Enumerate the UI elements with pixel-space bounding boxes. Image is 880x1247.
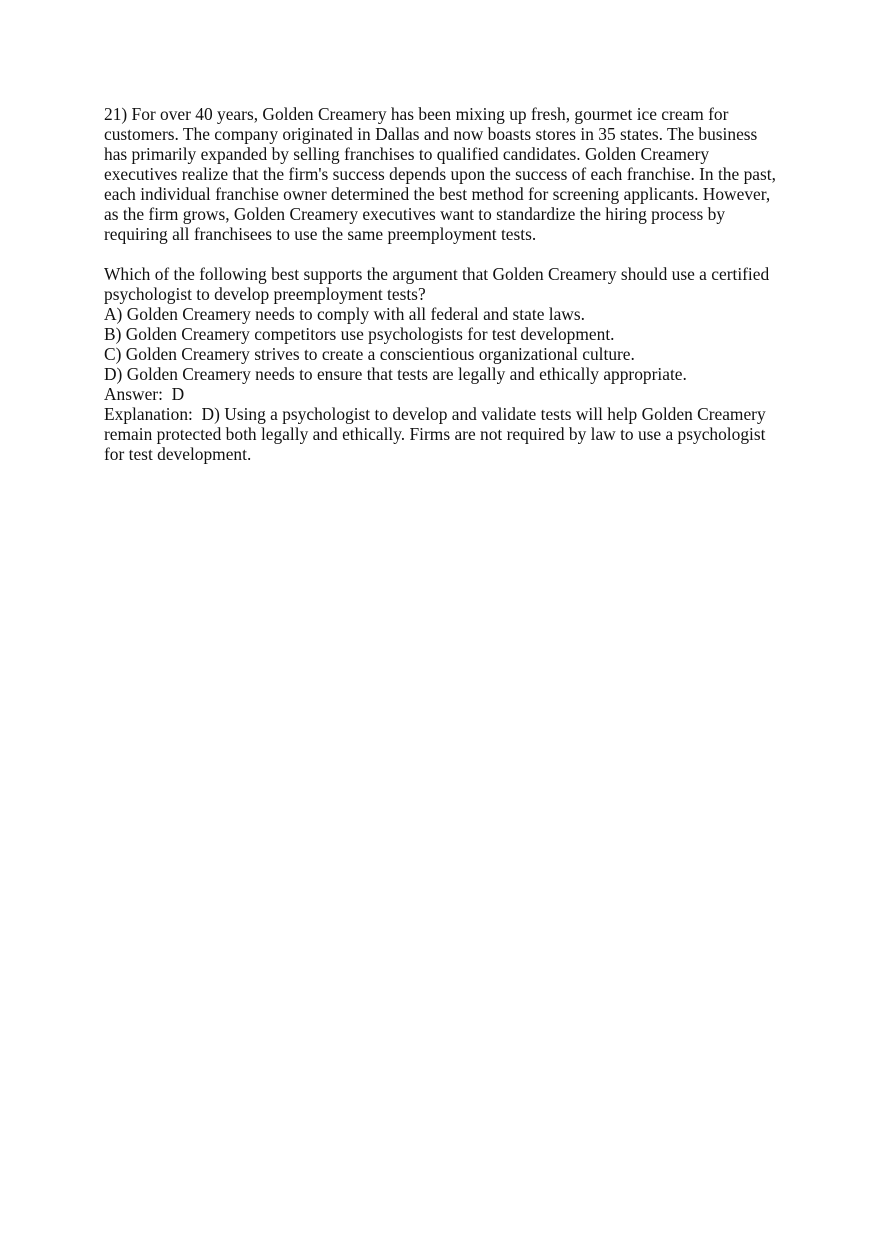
option-c: C) Golden Creamery strives to create a conscientious organizational culture. <box>104 344 635 364</box>
scenario-paragraph: 21) For over 40 years, Golden Creamery has been mixing up fresh, gourmet ice cream for customers. The company originated in Dallas and now boasts stores in 35 states. The business has primarily expanded by selling franchises to qualified candidates. Golden Creamery executives realize that the firm's success depends upon the success of each franchise. In the past, each individual franchise owner determined the best method for screening applicants. However, as the firm grows, Golden Creamery executives want to standardize the hiring process by requiring all franchisees to use the same preemployment tests. <box>104 104 776 244</box>
explanation-paragraph: Explanation: D) Using a psychologist to develop and validate tests will help Golden Creamery remain protected both legally and ethically. Firms are not required by law to use a psychologist for test development. <box>104 404 771 464</box>
question-stem: Which of the following best supports the argument that Golden Creamery should use a certified psychologist to develop preemployment tests? <box>104 264 774 304</box>
option-a: A) Golden Creamery needs to comply with all federal and state laws. <box>104 304 585 324</box>
option-d: D) Golden Creamery needs to ensure that tests are legally and ethically appropriate. <box>104 364 687 384</box>
question-stem-block <box>104 264 776 464</box>
question-block <box>104 104 776 464</box>
option-b: B) Golden Creamery competitors use psychologists for test development. <box>104 324 615 344</box>
answer-line: Answer: D <box>104 384 185 404</box>
